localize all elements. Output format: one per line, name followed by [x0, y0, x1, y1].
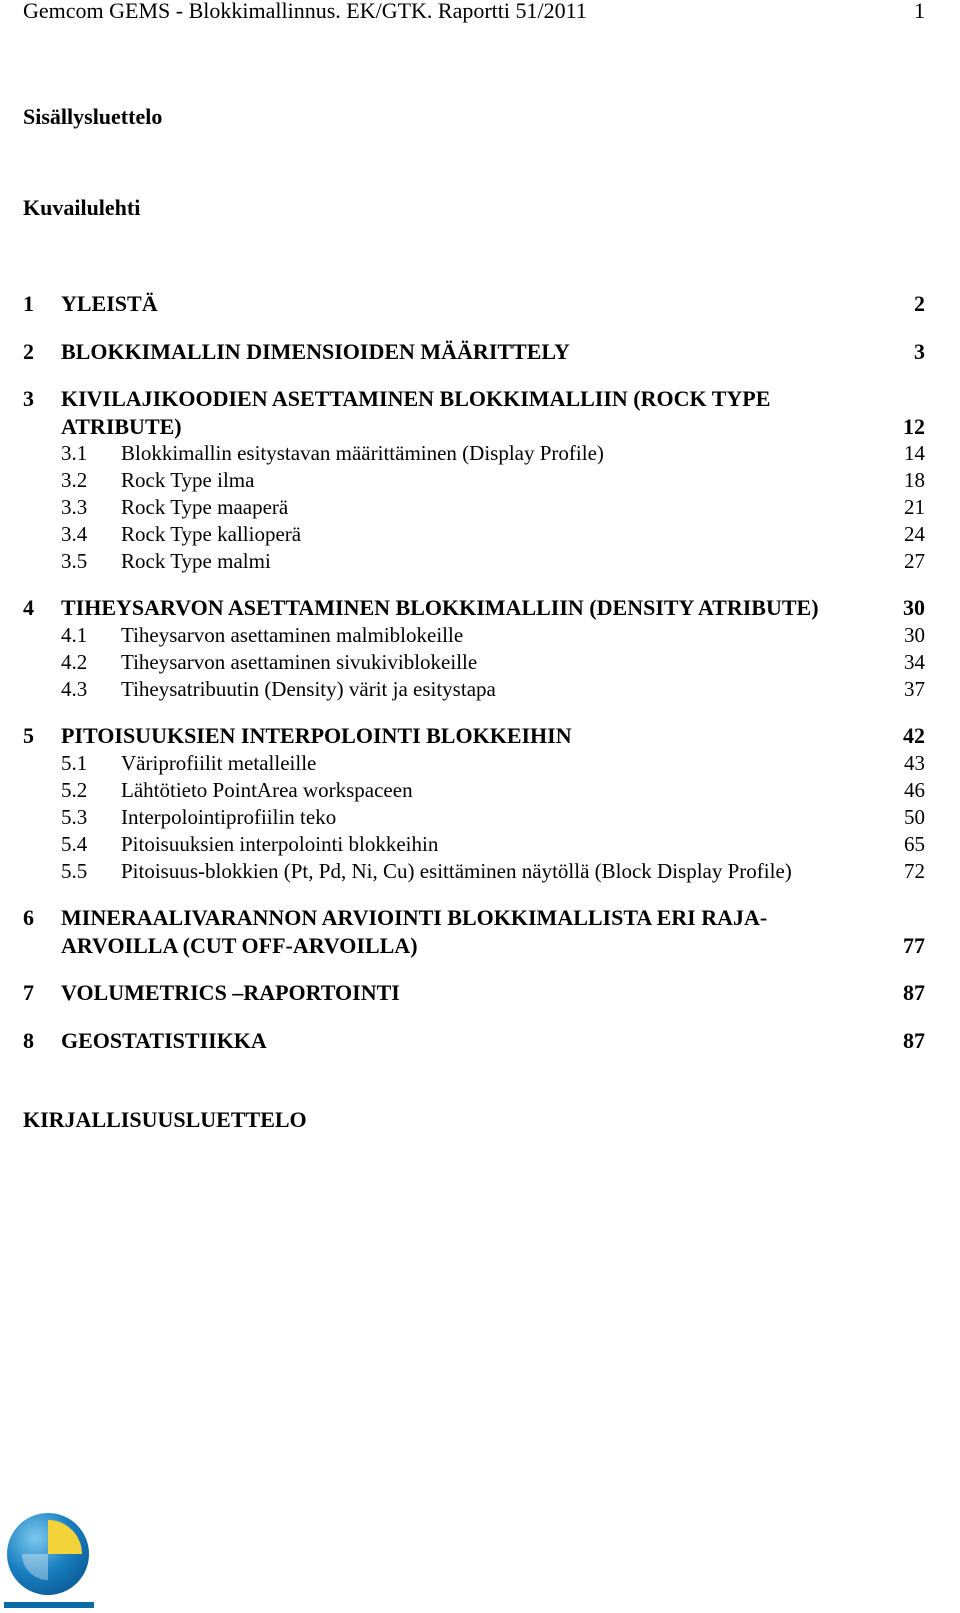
toc-entry-5-1-title[interactable]: Väriprofiilit metalleille [121, 751, 317, 775]
toc-entry-5-4-title[interactable]: Pitoisuuksien interpolointi blokkeihin [121, 832, 439, 856]
toc-entry-7-page: 87 [903, 980, 925, 1005]
toc-entry-6-title-cont[interactable]: ARVOILLA (CUT OFF-ARVOILLA) [61, 933, 418, 958]
toc-entry-3-2-num: 3.2 [61, 468, 88, 492]
toc-entry-5-page: 42 [903, 723, 925, 748]
toc-entry-3-1-title[interactable]: Blokkimallin esitystavan määrittäminen (Display Profile) [121, 441, 604, 465]
toc-entry-3-4-title[interactable]: Rock Type kallioperä [121, 522, 302, 546]
toc-entry-3-4-page: 24 [904, 522, 925, 546]
toc-entry-5-2-title[interactable]: Lähtötieto PointArea workspaceen [121, 778, 413, 802]
toc-entry-1-title[interactable]: YLEISTÄ [61, 291, 158, 316]
toc-entry-3-2-title[interactable]: Rock Type ilma [121, 468, 255, 492]
toc-entry-4-1-title[interactable]: Tiheysarvon asettaminen malmiblokeille [121, 623, 464, 647]
toc-entry-1-num: 1 [23, 291, 34, 316]
toc-entry-5-4-num: 5.4 [61, 832, 88, 856]
toc-entry-8-num: 8 [23, 1028, 34, 1053]
toc-entry-5-3-page: 50 [904, 805, 925, 829]
toc-entry-3-2-page: 18 [904, 468, 925, 492]
toc-entry-3-title[interactable]: KIVILAJIKOODIEN ASETTAMINEN BLOKKIMALLIIN (ROCK TYPE [61, 386, 771, 411]
toc-entry-5-title[interactable]: PITOISUUKSIEN INTERPOLOINTI BLOKKEIHIN [61, 723, 572, 748]
toc-entry-3-5-page: 27 [904, 549, 925, 573]
toc-entry-5-2-page: 46 [904, 778, 925, 802]
toc-entry-5-3-title[interactable]: Interpolointiprofiilin teko [121, 805, 337, 829]
toc-entry-7-num: 7 [23, 980, 34, 1005]
toc-entry-4-title[interactable]: TIHEYSARVON ASETTAMINEN BLOKKIMALLIIN (DENSITY ATRIBUTE) [61, 595, 819, 620]
toc-entry-5-1-page: 43 [904, 751, 925, 775]
toc-entry-8-page: 87 [903, 1028, 925, 1053]
toc-entry-4-1-page: 30 [904, 623, 925, 647]
toc-kuvailulehti: Kuvailulehti [23, 195, 141, 220]
toc-entry-4-2-title[interactable]: Tiheysarvon asettaminen sivukiviblokeille [121, 650, 478, 674]
toc-entry-3-num: 3 [23, 386, 34, 411]
toc-entry-3-1-num: 3.1 [61, 441, 88, 465]
toc-entry-4-num: 4 [23, 595, 34, 620]
header-page-number: 1 [914, 0, 925, 23]
toc-title: Sisällysluettelo [23, 104, 163, 129]
toc-entry-3-3-page: 21 [904, 495, 925, 519]
toc-entry-4-3-page: 37 [904, 677, 925, 701]
toc-entry-5-5-page: 72 [904, 859, 925, 883]
toc-entry-5-num: 5 [23, 723, 34, 748]
toc-entry-6-title[interactable]: MINERAALIVARANNON ARVIOINTI BLOKKIMALLISTA ERI RAJA- [61, 905, 768, 930]
toc-entry-5-1-num: 5.1 [61, 751, 88, 775]
toc-entry-6-page: 77 [903, 933, 925, 958]
toc-entry-3-3-title[interactable]: Rock Type maaperä [121, 495, 289, 519]
toc-entry-7-title[interactable]: VOLUMETRICS –RAPORTOINTI [61, 980, 400, 1005]
toc-entry-4-2-num: 4.2 [61, 650, 88, 674]
toc-entry-4-3-title[interactable]: Tiheysatribuutin (Density) värit ja esitystapa [121, 677, 496, 701]
toc-entry-4-3-num: 4.3 [61, 677, 88, 701]
toc-entry-3-3-num: 3.3 [61, 495, 88, 519]
toc-entry-5-5-num: 5.5 [61, 859, 88, 883]
toc-entry-3-5-title[interactable]: Rock Type malmi [121, 549, 271, 573]
toc-entry-3-5-num: 3.5 [61, 549, 88, 573]
toc-entry-4-1-num: 4.1 [61, 623, 88, 647]
toc-entry-3-4-num: 3.4 [61, 522, 88, 546]
gtk-logo-icon [4, 1508, 94, 1608]
running-header: Gemcom GEMS - Blokkimallinnus. EK/GTK. Raportti 51/2011 [23, 0, 587, 23]
toc-entry-4-2-page: 34 [904, 650, 925, 674]
toc-entry-5-2-num: 5.2 [61, 778, 88, 802]
toc-entry-5-5-title[interactable]: Pitoisuus-blokkien (Pt, Pd, Ni, Cu) esittäminen näytöllä (Block Display Profile) [121, 859, 792, 883]
toc-entry-4-page: 30 [903, 595, 925, 620]
toc-entry-3-page: 12 [903, 414, 925, 439]
toc-entry-5-4-page: 65 [904, 832, 925, 856]
toc-entry-3-1-page: 14 [904, 441, 925, 465]
toc-entry-2-page: 3 [914, 339, 925, 364]
toc-entry-2-num: 2 [23, 339, 34, 364]
toc-entry-5-3-num: 5.3 [61, 805, 88, 829]
toc-entry-8-title[interactable]: GEOSTATISTIIKKA [61, 1028, 267, 1053]
toc-kirjallisuusluettelo[interactable]: KIRJALLISUUSLUETTELO [23, 1107, 307, 1132]
toc-entry-2-title[interactable]: BLOKKIMALLIN DIMENSIOIDEN MÄÄRITTELY [61, 339, 570, 364]
toc-entry-3-title-cont[interactable]: ATRIBUTE) [61, 414, 182, 439]
toc-entry-6-num: 6 [23, 905, 34, 930]
toc-entry-1-page: 2 [914, 291, 925, 316]
